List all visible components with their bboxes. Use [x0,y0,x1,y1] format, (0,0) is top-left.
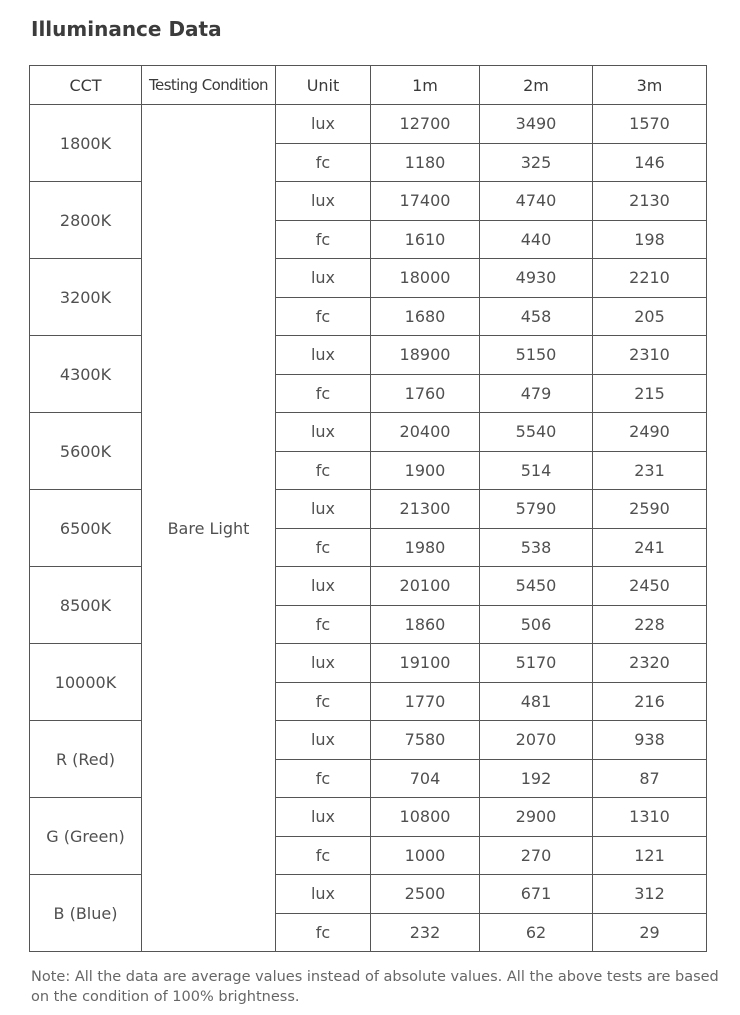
value-cell: 241 [593,528,707,567]
value-cell: 514 [480,451,593,490]
value-cell: 938 [593,721,707,760]
value-cell: 87 [593,759,707,798]
cct-cell: 2800K [30,182,142,259]
header-unit: Unit [276,66,371,105]
value-cell: 216 [593,682,707,721]
table-row [30,490,707,529]
unit-cell: lux [276,336,371,375]
unit-cell: fc [276,374,371,413]
unit-cell: lux [276,644,371,683]
value-cell: 2450 [593,567,707,606]
value-cell: 19100 [371,644,480,683]
value-cell: 2130 [593,182,707,221]
value-cell: 192 [480,759,593,798]
value-cell: 671 [480,875,593,914]
header-2m: 2m [480,66,593,105]
header-row [30,66,707,105]
value-cell: 10800 [371,798,480,837]
unit-cell: lux [276,182,371,221]
value-cell: 1900 [371,451,480,490]
value-cell: 1770 [371,682,480,721]
unit-cell: lux [276,721,371,760]
value-cell: 2320 [593,644,707,683]
value-cell: 62 [480,913,593,952]
cct-cell: 10000K [30,644,142,721]
value-cell: 17400 [371,182,480,221]
value-cell: 5540 [480,413,593,452]
table-row [30,567,707,606]
value-cell: 1860 [371,605,480,644]
unit-cell: lux [276,259,371,298]
value-cell: 205 [593,297,707,336]
value-cell: 1180 [371,143,480,182]
cct-cell: G (Green) [30,798,142,875]
unit-cell: fc [276,528,371,567]
table-row [30,105,707,144]
value-cell: 704 [371,759,480,798]
value-cell: 2070 [480,721,593,760]
value-cell: 5170 [480,644,593,683]
table-row [30,798,707,837]
value-cell: 215 [593,374,707,413]
value-cell: 2590 [593,490,707,529]
value-cell: 2500 [371,875,480,914]
value-cell: 20400 [371,413,480,452]
unit-cell: lux [276,490,371,529]
unit-cell: fc [276,451,371,490]
value-cell: 228 [593,605,707,644]
unit-cell: lux [276,875,371,914]
value-cell: 1000 [371,836,480,875]
table-row [30,644,707,683]
value-cell: 1760 [371,374,480,413]
cct-cell: 5600K [30,413,142,490]
table-row [30,259,707,298]
unit-cell: lux [276,798,371,837]
unit-cell: fc [276,297,371,336]
value-cell: 198 [593,220,707,259]
unit-cell: fc [276,759,371,798]
value-cell: 4930 [480,259,593,298]
value-cell: 12700 [371,105,480,144]
table-row [30,336,707,375]
value-cell: 3490 [480,105,593,144]
testing-condition-cell: Bare Light [142,105,276,952]
illuminance-table [29,65,707,952]
cct-cell: B (Blue) [30,875,142,952]
unit-cell: lux [276,567,371,606]
unit-cell: fc [276,605,371,644]
header-1m: 1m [371,66,480,105]
value-cell: 5150 [480,336,593,375]
table-row [30,413,707,452]
cct-cell: 6500K [30,490,142,567]
value-cell: 18000 [371,259,480,298]
value-cell: 231 [593,451,707,490]
value-cell: 7580 [371,721,480,760]
value-cell: 18900 [371,336,480,375]
value-cell: 2900 [480,798,593,837]
cct-cell: 1800K [30,105,142,182]
header-3m: 3m [593,66,707,105]
header-testing-condition: Testing Condition [142,66,276,105]
value-cell: 2490 [593,413,707,452]
cct-cell: 8500K [30,567,142,644]
unit-cell: fc [276,220,371,259]
value-cell: 270 [480,836,593,875]
header-cct: CCT [30,66,142,105]
value-cell: 312 [593,875,707,914]
cct-cell: R (Red) [30,721,142,798]
unit-cell: lux [276,413,371,452]
unit-cell: fc [276,913,371,952]
value-cell: 2210 [593,259,707,298]
cct-cell: 3200K [30,259,142,336]
value-cell: 121 [593,836,707,875]
table-row [30,875,707,914]
value-cell: 29 [593,913,707,952]
value-cell: 5450 [480,567,593,606]
unit-cell: fc [276,682,371,721]
value-cell: 1610 [371,220,480,259]
value-cell: 1980 [371,528,480,567]
value-cell: 506 [480,605,593,644]
value-cell: 538 [480,528,593,567]
value-cell: 481 [480,682,593,721]
unit-cell: fc [276,143,371,182]
value-cell: 5790 [480,490,593,529]
value-cell: 21300 [371,490,480,529]
value-cell: 2310 [593,336,707,375]
footnote: Note: All the data are average values instead of absolute values. All the above tests are based on the condition of 100% brightness. [31,969,719,1005]
value-cell: 479 [480,374,593,413]
value-cell: 440 [480,220,593,259]
value-cell: 20100 [371,567,480,606]
value-cell: 1680 [371,297,480,336]
page-title: Illuminance Data [31,17,222,41]
unit-cell: fc [276,836,371,875]
table-row [30,721,707,760]
value-cell: 146 [593,143,707,182]
value-cell: 1310 [593,798,707,837]
table-body [30,105,707,952]
unit-cell: lux [276,105,371,144]
value-cell: 232 [371,913,480,952]
value-cell: 4740 [480,182,593,221]
table-row [30,182,707,221]
value-cell: 1570 [593,105,707,144]
value-cell: 325 [480,143,593,182]
value-cell: 458 [480,297,593,336]
cct-cell: 4300K [30,336,142,413]
